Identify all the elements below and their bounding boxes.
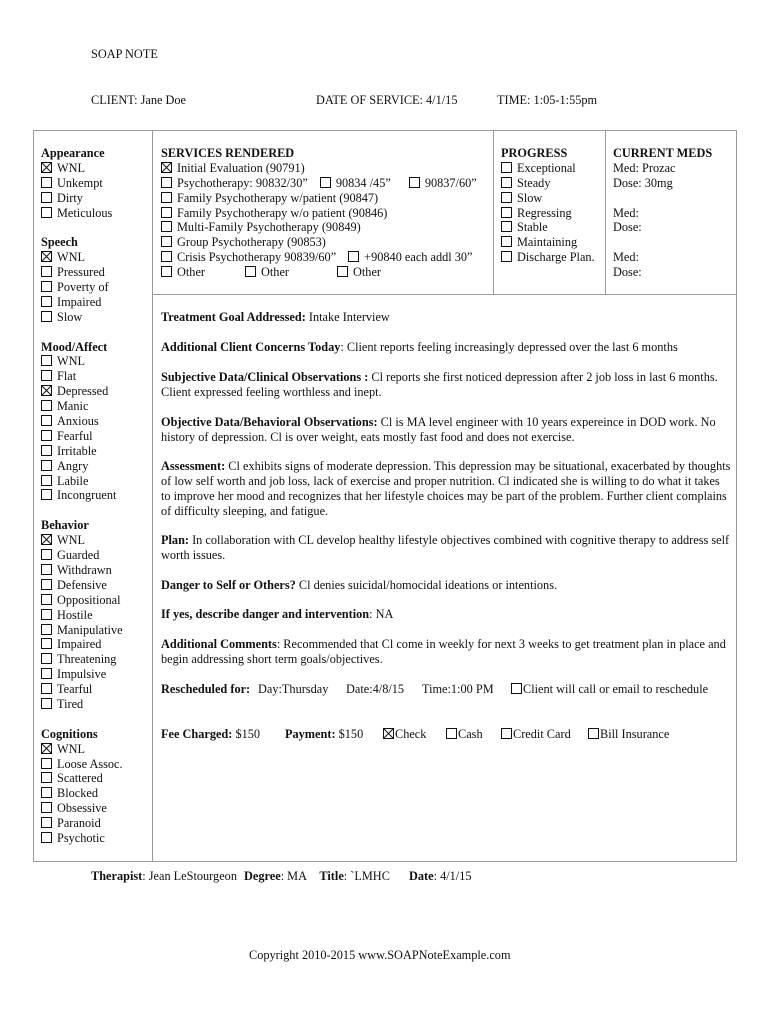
- treatment-goal: Treatment Goal Addressed: Intake Interview: [161, 310, 390, 324]
- client-name: CLIENT: Jane Doe: [91, 93, 187, 107]
- payment-check-checkbox[interactable]: [383, 728, 394, 739]
- service-crisis-psychotherapy-90839-60-option[interactable]: [161, 250, 336, 265]
- service-row: [161, 265, 477, 280]
- service-multi-family-psychotherapy-90849-checkbox[interactable]: [161, 221, 172, 232]
- mood-affect-wnl-checkbox[interactable]: [41, 355, 52, 366]
- assessment: Assessment: Cl exhibits signs of moderate depression. This depression may be situational, exacerbated by thoughts of low self worth and job loss, lack of exercise and proper nutrition. Cl indicated she is willing to do what it takes to improve her mood and recognizes that her lifestyle choices may be part of the problem. Further client complains of difficulty sleeping, and fatigue.: [161, 459, 731, 518]
- session-time: TIME: 1:05-1:55pm: [497, 93, 598, 107]
- appearance-unkempt-label: Unkempt: [57, 175, 103, 190]
- payment-credit-card-option[interactable]: [501, 727, 571, 742]
- behavior-hostile-checkbox[interactable]: [41, 609, 52, 620]
- service-crisis-psychotherapy-90839-60-label: Crisis Psychotherapy 90839/60”: [177, 250, 337, 265]
- behavior-impaired-option[interactable]: [41, 637, 101, 652]
- cognitions-blocked-option[interactable]: [41, 786, 98, 801]
- mood-affect-flat-checkbox[interactable]: [41, 370, 52, 381]
- cognitions-obsessive-label: Obsessive: [57, 801, 107, 816]
- service-psychotherapy-90832-30-label: Psychotherapy: 90832/30”: [177, 175, 308, 190]
- fee-charged: Fee Charged: $150: [161, 727, 261, 741]
- appearance-unkempt-option[interactable]: [41, 176, 103, 191]
- speech-poverty-of-label: Poverty of: [57, 280, 109, 295]
- checklist-row: [41, 265, 123, 280]
- checklist-row: [41, 384, 123, 399]
- service-other-label: Other: [353, 265, 381, 280]
- appearance-meticulous-label: Meticulous: [57, 205, 113, 220]
- mood-affect-depressed-checkbox[interactable]: [41, 385, 52, 396]
- progress-steady-label: Steady: [517, 175, 551, 190]
- checklist-row: [41, 578, 123, 593]
- mood-affect-section: [41, 340, 123, 504]
- client-will-call-option[interactable]: Client will call or email to reschedule: [511, 682, 708, 697]
- mood-affect-anxious-option[interactable]: [41, 414, 99, 429]
- danger-intervention: If yes, describe danger and intervention: NA: [161, 607, 394, 621]
- service-row: [161, 161, 477, 176]
- behavior-hostile-option[interactable]: [41, 608, 93, 623]
- service-90834-45-label: 90834 /45”: [335, 175, 391, 190]
- services-rendered: [161, 146, 477, 280]
- service-crisis-psychotherapy-90839-60-checkbox[interactable]: [161, 251, 172, 262]
- mood-affect-fearful-option[interactable]: [41, 429, 93, 444]
- appearance-section: [41, 146, 123, 220]
- service-group-psychotherapy-90853-checkbox[interactable]: [161, 236, 172, 247]
- mood-affect-wnl-label: WNL: [57, 354, 85, 369]
- cognitions-wnl-label: WNL: [57, 741, 85, 756]
- progress-slow-label: Slow: [517, 190, 543, 205]
- checklist-row: [41, 637, 123, 652]
- appearance-unkempt-checkbox[interactable]: [41, 177, 52, 188]
- mood-affect-irritable-checkbox[interactable]: [41, 445, 52, 456]
- behavior-impaired-checkbox[interactable]: [41, 638, 52, 649]
- service-90834-45-option[interactable]: [320, 176, 391, 191]
- mood-affect-labile-label: Labile: [57, 473, 89, 488]
- cognitions-psychotic-label: Psychotic: [57, 830, 105, 845]
- checklist-row: [41, 414, 123, 429]
- appearance-meticulous-checkbox[interactable]: [41, 207, 52, 218]
- checklist-row: [41, 399, 123, 414]
- danger-assessment: Danger to Self or Others? Cl denies suicidal/homocidal ideations or intentions.: [161, 578, 558, 592]
- checklist-row: [41, 563, 123, 578]
- behavior-impaired-label: Impaired: [57, 637, 102, 652]
- service-other-option[interactable]: [161, 265, 205, 280]
- mood-affect-flat-label: Flat: [57, 369, 77, 384]
- behavior-tired-option[interactable]: [41, 697, 83, 712]
- cognitions-paranoid-checkbox[interactable]: [41, 817, 52, 828]
- mood-affect-angry-label: Angry: [57, 458, 89, 473]
- behavior-tearful-checkbox[interactable]: [41, 683, 52, 694]
- services-progress-divider: [493, 130, 494, 294]
- client-will-call-checkbox[interactable]: [511, 683, 522, 694]
- service-multi-family-psychotherapy-90849-label: Multi-Family Psychotherapy (90849): [177, 220, 361, 235]
- mental-status-checklists: [41, 146, 123, 861]
- mood-affect-fearful-label: Fearful: [57, 428, 93, 443]
- behavior-withdrawn-checkbox[interactable]: [41, 564, 52, 575]
- left-column-divider: [152, 130, 153, 862]
- checklist-row: [41, 816, 123, 831]
- services-title: SERVICES RENDERED: [161, 146, 295, 160]
- checklist-row: [41, 459, 123, 474]
- speech-impaired-label: Impaired: [57, 294, 102, 309]
- behavior-withdrawn-option[interactable]: [41, 563, 112, 578]
- progress-slow-option[interactable]: [501, 191, 542, 206]
- progress-discharge-plan-option[interactable]: [501, 250, 595, 265]
- progress-section: [501, 146, 595, 265]
- subjective-data: Subjective Data/Clinical Observations : Cl reports she first noticed depression after 2 job loss in last 6 months. Client expressed feeling worthless and inept.: [161, 370, 718, 399]
- speech-slow-label: Slow: [57, 309, 83, 324]
- checklist-row: [41, 280, 123, 295]
- speech-impaired-checkbox[interactable]: [41, 296, 52, 307]
- rescheduled-date: Date:4/8/15: [346, 682, 405, 696]
- client-concerns: Additional Client Concerns Today: Client reports feeling increasingly depressed over the last 6 months: [161, 340, 678, 354]
- progress-regressing-option[interactable]: [501, 206, 572, 221]
- speech-heading: Speech: [41, 235, 78, 250]
- service-family-psychotherapy-w-o-patient-90846-checkbox[interactable]: [161, 207, 172, 218]
- checklist-row: [41, 831, 123, 846]
- appearance-heading: Appearance: [41, 146, 105, 160]
- med-3: Med:: [613, 250, 639, 265]
- plan: Plan: In collaboration with CL develop healthy lifestyle objectives combined with cognitive therapy to address self worth issues.: [161, 533, 730, 562]
- service-90840-each-addl-30-option[interactable]: [348, 250, 472, 265]
- progress-stable-checkbox[interactable]: [501, 221, 512, 232]
- service-other-option[interactable]: [337, 265, 381, 280]
- rescheduled-day: Day:Thursday: [258, 682, 329, 696]
- appearance-meticulous-option[interactable]: [41, 206, 112, 221]
- meds-title: CURRENT MEDS: [613, 146, 713, 160]
- behavior-oppositional-option[interactable]: [41, 593, 121, 608]
- mood-affect-flat-option[interactable]: [41, 369, 76, 384]
- behavior-threatening-label: Threatening: [57, 652, 117, 667]
- behavior-tearful-option[interactable]: [41, 682, 92, 697]
- mood-affect-angry-option[interactable]: [41, 459, 88, 474]
- progress-row: [501, 250, 595, 265]
- dose-1: Dose: 30mg: [613, 175, 673, 190]
- mood-affect-angry-checkbox[interactable]: [41, 460, 52, 471]
- speech-slow-checkbox[interactable]: [41, 311, 52, 322]
- behavior-tired-label: Tired: [57, 696, 84, 711]
- progress-stable-option[interactable]: [501, 220, 548, 235]
- checklist-row: [41, 429, 123, 444]
- speech-impaired-option[interactable]: [41, 295, 101, 310]
- progress-stable-label: Stable: [517, 220, 548, 235]
- service-psychotherapy-90832-30-checkbox[interactable]: [161, 177, 172, 188]
- mood-affect-anxious-checkbox[interactable]: [41, 415, 52, 426]
- cognitions-heading: Cognitions: [41, 726, 98, 741]
- checklist-row: [41, 548, 123, 563]
- payment-check-option[interactable]: [383, 727, 426, 742]
- behavior-guarded-checkbox[interactable]: [41, 549, 52, 560]
- progress-steady-option[interactable]: [501, 176, 550, 191]
- checklist-row: [41, 191, 123, 206]
- speech-wnl-option[interactable]: [41, 250, 85, 265]
- cognitions-obsessive-option[interactable]: [41, 801, 107, 816]
- service-90837-60-checkbox[interactable]: [409, 177, 420, 188]
- payment-cash-option[interactable]: [446, 727, 483, 742]
- progress-regressing-label: Regressing: [517, 205, 572, 220]
- payment-bill-insurance-option[interactable]: [588, 727, 669, 742]
- service-other-checkbox[interactable]: [337, 266, 348, 277]
- service-multi-family-psychotherapy-90849-option[interactable]: [161, 220, 361, 235]
- mood-affect-manic-label: Manic: [57, 399, 89, 414]
- checklist-row: [41, 667, 123, 682]
- cognitions-section: [41, 727, 123, 846]
- speech-poverty-of-option[interactable]: [41, 280, 109, 295]
- dose-3: Dose:: [613, 265, 642, 280]
- cognitions-loose-assoc-label: Loose Assoc.: [57, 756, 123, 771]
- cognitions-psychotic-option[interactable]: [41, 831, 105, 846]
- service-other-checkbox[interactable]: [245, 266, 256, 277]
- appearance-dirty-checkbox[interactable]: [41, 192, 52, 203]
- checklist-row: [41, 652, 123, 667]
- mood-affect-incongruent-label: Incongruent: [57, 488, 117, 503]
- mood-affect-incongruent-option[interactable]: [41, 488, 116, 503]
- document-title: SOAP NOTE: [91, 47, 158, 61]
- service-90840-each-addl-30-checkbox[interactable]: [348, 251, 359, 262]
- mood-affect-incongruent-checkbox[interactable]: [41, 489, 52, 500]
- cognitions-wnl-option[interactable]: [41, 742, 85, 757]
- checklist-row: [41, 310, 123, 325]
- current-meds-section: [613, 146, 712, 280]
- service-row: [161, 235, 477, 250]
- behavior-impulsive-checkbox[interactable]: [41, 668, 52, 679]
- cognitions-scattered-label: Scattered: [57, 771, 103, 786]
- service-other-label: Other: [177, 265, 205, 280]
- med-2: Med:: [613, 205, 639, 220]
- speech-slow-option[interactable]: [41, 310, 82, 325]
- progress-exceptional-checkbox[interactable]: [501, 162, 512, 173]
- checklist-row: [41, 354, 123, 369]
- checklist-row: [41, 697, 123, 712]
- speech-poverty-of-checkbox[interactable]: [41, 281, 52, 292]
- progress-title: PROGRESS: [501, 146, 568, 160]
- service-90834-45-checkbox[interactable]: [320, 177, 331, 188]
- checklist-row: [41, 474, 123, 489]
- service-row: [161, 250, 477, 265]
- mood-affect-anxious-label: Anxious: [57, 414, 99, 429]
- copyright: Copyright 2010-2015 www.SOAPNoteExample.com: [249, 948, 511, 962]
- progress-meds-divider: [605, 130, 606, 294]
- progress-regressing-checkbox[interactable]: [501, 207, 512, 218]
- service-initial-evaluation-90791-label: Initial Evaluation (90791): [177, 160, 305, 175]
- behavior-impulsive-option[interactable]: [41, 667, 106, 682]
- progress-maintaining-label: Maintaining: [517, 235, 578, 250]
- checklist-row: [41, 206, 123, 221]
- mood-affect-fearful-checkbox[interactable]: [41, 430, 52, 441]
- cognitions-paranoid-label: Paranoid: [57, 816, 101, 831]
- top-section-divider: [152, 294, 737, 295]
- checklist-row: [41, 608, 123, 623]
- checklist-row: [41, 623, 123, 638]
- appearance-wnl-option[interactable]: [41, 161, 85, 176]
- cognitions-scattered-option[interactable]: [41, 771, 103, 786]
- med-1: Med: Prozac: [613, 160, 676, 175]
- payment-credit-card-checkbox[interactable]: [501, 728, 512, 739]
- service-90837-60-label: 90837/60”: [424, 175, 477, 190]
- behavior-manipulative-option[interactable]: [41, 623, 123, 638]
- checklist-row: [41, 444, 123, 459]
- progress-exceptional-label: Exceptional: [517, 160, 576, 175]
- progress-row: [501, 235, 595, 250]
- progress-exceptional-option[interactable]: [501, 161, 576, 176]
- payment-cash-label: Cash: [458, 727, 483, 741]
- behavior-oppositional-checkbox[interactable]: [41, 594, 52, 605]
- behavior-defensive-option[interactable]: [41, 578, 107, 593]
- behavior-defensive-checkbox[interactable]: [41, 579, 52, 590]
- progress-discharge-plan-label: Discharge Plan.: [517, 250, 595, 265]
- service-row: [161, 220, 477, 235]
- speech-pressured-checkbox[interactable]: [41, 266, 52, 277]
- service-initial-evaluation-90791-option[interactable]: [161, 161, 305, 176]
- behavior-hostile-label: Hostile: [57, 607, 93, 622]
- behavior-impulsive-label: Impulsive: [57, 667, 107, 682]
- date-of-service: DATE OF SERVICE: 4/1/15: [316, 93, 458, 107]
- rescheduled-time: Time:1:00 PM: [422, 682, 494, 696]
- behavior-manipulative-label: Manipulative: [57, 622, 123, 637]
- checklist-row: [41, 533, 123, 548]
- behavior-guarded-option[interactable]: [41, 548, 99, 563]
- service-group-psychotherapy-90853-label: Group Psychotherapy (90853): [177, 235, 326, 250]
- service-row: [161, 206, 477, 221]
- behavior-threatening-checkbox[interactable]: [41, 653, 52, 664]
- service-psychotherapy-90832-30-option[interactable]: [161, 176, 308, 191]
- checklist-row: [41, 801, 123, 816]
- payment-cash-checkbox[interactable]: [446, 728, 457, 739]
- behavior-manipulative-checkbox[interactable]: [41, 624, 52, 635]
- checklist-row: [41, 250, 123, 265]
- behavior-wnl-checkbox[interactable]: [41, 534, 52, 545]
- rescheduled-label: Rescheduled for:: [161, 682, 251, 696]
- progress-maintaining-checkbox[interactable]: [501, 236, 512, 247]
- progress-maintaining-option[interactable]: [501, 235, 577, 250]
- behavior-tearful-label: Tearful: [57, 682, 93, 697]
- appearance-wnl-label: WNL: [57, 160, 85, 175]
- cognitions-paranoid-option[interactable]: [41, 816, 101, 831]
- mood-affect-depressed-option[interactable]: [41, 384, 108, 399]
- service-other-option[interactable]: [245, 265, 289, 280]
- service-other-checkbox[interactable]: [161, 266, 172, 277]
- progress-slow-checkbox[interactable]: [501, 192, 512, 203]
- mood-affect-wnl-option[interactable]: [41, 354, 85, 369]
- checklist-row: [41, 786, 123, 801]
- cognitions-loose-assoc-option[interactable]: [41, 757, 123, 772]
- payment-credit-card-label: Credit Card: [513, 727, 571, 741]
- progress-row: [501, 220, 595, 235]
- appearance-dirty-label: Dirty: [57, 190, 83, 205]
- service-other-label: Other: [261, 265, 289, 280]
- checklist-row: [41, 757, 123, 772]
- speech-section: [41, 235, 123, 324]
- service-family-psychotherapy-w-patient-90847-label: Family Psychotherapy w/patient (90847): [177, 190, 379, 205]
- behavior-withdrawn-label: Withdrawn: [57, 562, 112, 577]
- service-initial-evaluation-90791-checkbox[interactable]: [161, 162, 172, 173]
- progress-row: [501, 206, 595, 221]
- cognitions-blocked-checkbox[interactable]: [41, 787, 52, 798]
- speech-pressured-option[interactable]: [41, 265, 105, 280]
- cognitions-blocked-label: Blocked: [57, 786, 98, 801]
- progress-row: [501, 161, 595, 176]
- progress-row: [501, 176, 595, 191]
- payment-bill-insurance-label: Bill Insurance: [600, 727, 670, 741]
- appearance-wnl-checkbox[interactable]: [41, 162, 52, 173]
- checklist-row: [41, 295, 123, 310]
- cognitions-psychotic-checkbox[interactable]: [41, 832, 52, 843]
- mood-affect-manic-option[interactable]: [41, 399, 88, 414]
- mood-affect-labile-checkbox[interactable]: [41, 475, 52, 486]
- checklist-row: [41, 488, 123, 503]
- progress-row: [501, 191, 595, 206]
- checklist-row: [41, 176, 123, 191]
- behavior-section: [41, 518, 123, 712]
- therapist-signature-line: Therapist: Jean LeStourgeon Degree: MA Title: `LMHC Date: 4/1/15: [91, 869, 472, 883]
- service-row: [161, 191, 477, 206]
- cognitions-obsessive-checkbox[interactable]: [41, 802, 52, 813]
- service-row: [161, 176, 477, 191]
- service-90840-each-addl-30-label: +90840 each addl 30”: [364, 250, 473, 265]
- mood-affect-heading: Mood/Affect: [41, 339, 108, 354]
- mood-affect-manic-checkbox[interactable]: [41, 400, 52, 411]
- service-family-psychotherapy-w-patient-90847-option[interactable]: [161, 191, 378, 206]
- checklist-row: [41, 771, 123, 786]
- behavior-tired-checkbox[interactable]: [41, 698, 52, 709]
- behavior-defensive-label: Defensive: [57, 577, 107, 592]
- service-family-psychotherapy-w-patient-90847-checkbox[interactable]: [161, 192, 172, 203]
- speech-wnl-label: WNL: [57, 250, 85, 265]
- service-family-psychotherapy-w-o-patient-90846-option[interactable]: [161, 206, 387, 221]
- progress-steady-checkbox[interactable]: [501, 177, 512, 188]
- behavior-oppositional-label: Oppositional: [57, 592, 121, 607]
- checklist-row: [41, 369, 123, 384]
- behavior-guarded-label: Guarded: [57, 548, 100, 563]
- mood-affect-labile-option[interactable]: [41, 474, 88, 489]
- speech-pressured-label: Pressured: [57, 265, 105, 280]
- behavior-threatening-option[interactable]: [41, 652, 116, 667]
- payment-check-label: Check: [395, 727, 427, 741]
- service-family-psychotherapy-w-o-patient-90846-label: Family Psychotherapy w/o patient (90846): [177, 205, 388, 220]
- mood-affect-irritable-option[interactable]: [41, 444, 97, 459]
- behavior-wnl-option[interactable]: [41, 533, 85, 548]
- payment-bill-insurance-checkbox[interactable]: [588, 728, 599, 739]
- checklist-row: [41, 161, 123, 176]
- behavior-wnl-label: WNL: [57, 533, 85, 548]
- service-90837-60-option[interactable]: [409, 176, 477, 191]
- cognitions-wnl-checkbox[interactable]: [41, 743, 52, 754]
- behavior-heading: Behavior: [41, 518, 89, 533]
- service-group-psychotherapy-90853-option[interactable]: [161, 235, 326, 250]
- speech-wnl-checkbox[interactable]: [41, 251, 52, 262]
- appearance-dirty-option[interactable]: [41, 191, 83, 206]
- progress-discharge-plan-checkbox[interactable]: [501, 251, 512, 262]
- mood-affect-irritable-label: Irritable: [57, 443, 97, 458]
- additional-comments: Additional Comments: Recommended that Cl come in weekly for next 3 weeks to get treatment plan in place and begin addressing short term goals/objectives.: [161, 637, 726, 666]
- objective-data: Objective Data/Behavioral Observations: Cl is MA level engineer with 10 years expereince in DOD work. No history of depression. Cl is over weight, eats mostly fast food and does not exercise.: [161, 415, 716, 444]
- checklist-row: [41, 682, 123, 697]
- checklist-row: [41, 593, 123, 608]
- dose-2: Dose:: [613, 220, 642, 235]
- payment-amount: Payment: $150: [285, 727, 364, 741]
- checklist-row: [41, 742, 123, 757]
- mood-affect-depressed-label: Depressed: [57, 384, 109, 399]
- cognitions-scattered-checkbox[interactable]: [41, 772, 52, 783]
- cognitions-loose-assoc-checkbox[interactable]: [41, 758, 52, 769]
